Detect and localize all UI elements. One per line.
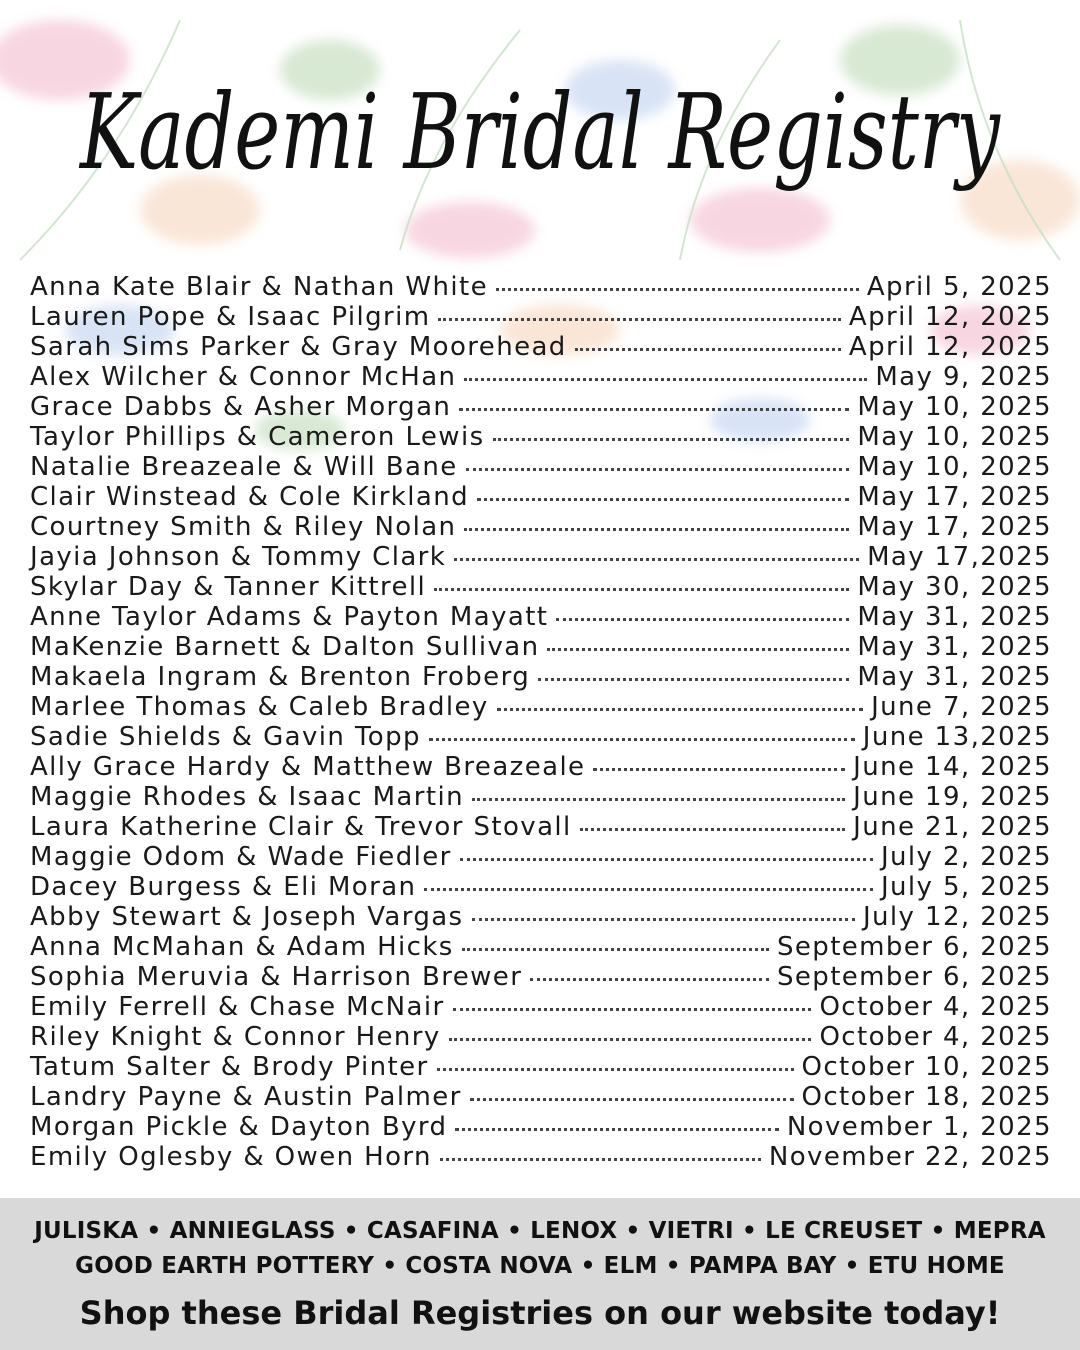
wedding-date: May 31, 2025 — [857, 632, 1052, 662]
wedding-date: June 19, 2025 — [853, 782, 1052, 812]
wedding-date: June 7, 2025 — [871, 692, 1052, 722]
registry-row — [30, 1112, 1052, 1142]
registry-list — [30, 272, 1052, 1172]
dot-leader — [593, 768, 845, 771]
dot-leader — [454, 558, 859, 561]
registry-row — [30, 782, 1052, 812]
wedding-date: April 12, 2025 — [848, 332, 1052, 362]
wedding-date: April 5, 2025 — [866, 272, 1052, 302]
wedding-date: July 12, 2025 — [862, 902, 1052, 932]
wedding-date: October 4, 2025 — [819, 992, 1052, 1022]
wedding-date: October 18, 2025 — [801, 1082, 1052, 1112]
registry-row — [30, 482, 1052, 512]
couple-name: MaKenzie Barnett & Dalton Sullivan — [30, 632, 540, 662]
registry-row — [30, 872, 1052, 902]
wedding-date: October 4, 2025 — [819, 1022, 1052, 1052]
dot-leader — [434, 588, 849, 591]
wedding-date: May 10, 2025 — [857, 422, 1052, 452]
couple-name: Sadie Shields & Gavin Topp — [30, 722, 421, 752]
dot-leader — [497, 708, 863, 711]
registry-row — [30, 752, 1052, 782]
dot-leader — [459, 408, 849, 411]
dot-leader — [538, 678, 849, 681]
couple-name: Courtney Smith & Riley Nolan — [30, 512, 457, 542]
footer-banner — [0, 1198, 1080, 1350]
wedding-date: April 12, 2025 — [848, 302, 1052, 332]
registry-row — [30, 1082, 1052, 1112]
wedding-date: May 9, 2025 — [875, 362, 1052, 392]
wedding-date: July 5, 2025 — [880, 872, 1052, 902]
registry-row — [30, 392, 1052, 422]
couple-name: Sophia Meruvia & Harrison Brewer — [30, 962, 523, 992]
couple-name: Anna Kate Blair & Nathan White — [30, 272, 488, 302]
dot-leader — [477, 498, 849, 501]
registry-row — [30, 842, 1052, 872]
wedding-date: May 17, 2025 — [857, 512, 1052, 542]
registry-row — [30, 1022, 1052, 1052]
brands-line-2: GOOD EARTH POTTERY • COSTA NOVA • ELM • PAMPA BAY • ETU HOME — [75, 1253, 1005, 1279]
registry-row — [30, 422, 1052, 452]
wedding-date: September 6, 2025 — [776, 932, 1052, 962]
registry-row — [30, 722, 1052, 752]
couple-name: Alex Wilcher & Connor McHan — [30, 362, 457, 392]
registry-row — [30, 602, 1052, 632]
couple-name: Ally Grace Hardy & Matthew Breazeale — [30, 752, 586, 782]
dot-leader — [455, 1128, 778, 1131]
shop-cta: Shop these Bridal Registries on our website today! — [79, 1294, 1001, 1332]
dot-leader — [472, 798, 845, 801]
dot-leader — [440, 1158, 761, 1161]
registry-row — [30, 812, 1052, 842]
dot-leader — [530, 978, 769, 981]
wedding-date: November 1, 2025 — [786, 1112, 1052, 1142]
registry-row — [30, 962, 1052, 992]
dot-leader — [556, 618, 849, 621]
dot-leader — [580, 828, 845, 831]
dot-leader — [453, 1008, 812, 1011]
registry-row — [30, 272, 1052, 302]
dot-leader — [429, 738, 855, 741]
registry-row — [30, 692, 1052, 722]
dot-leader — [472, 918, 855, 921]
couple-name: Maggie Odom & Wade Fiedler — [30, 842, 452, 872]
dot-leader — [460, 858, 873, 861]
couple-name: Morgan Pickle & Dayton Byrd — [30, 1112, 448, 1142]
couple-name: Emily Oglesby & Owen Horn — [30, 1142, 432, 1172]
wedding-date: June 21, 2025 — [853, 812, 1052, 842]
wedding-date: October 10, 2025 — [801, 1052, 1052, 1082]
wedding-date: June 13,2025 — [862, 722, 1052, 752]
registry-row — [30, 572, 1052, 602]
wedding-date: September 6, 2025 — [776, 962, 1052, 992]
registry-row — [30, 362, 1052, 392]
brand-list — [0, 1198, 1080, 1284]
couple-name: Anna McMahan & Adam Hicks — [30, 932, 454, 962]
brands-line-1: JULISKA • ANNIEGLASS • CASAFINA • LENOX • VIETRI • LE CREUSET • MEPRA — [34, 1218, 1046, 1244]
dot-leader — [464, 378, 867, 381]
dot-leader — [496, 288, 859, 291]
registry-row — [30, 542, 1052, 572]
wedding-date: May 10, 2025 — [857, 392, 1052, 422]
wedding-date: May 17, 2025 — [857, 482, 1052, 512]
couple-name: Jayia Johnson & Tommy Clark — [30, 542, 447, 572]
registry-row — [30, 1142, 1052, 1172]
wedding-date: November 22, 2025 — [768, 1142, 1052, 1172]
dot-leader — [466, 468, 850, 471]
couple-name: Makaela Ingram & Brenton Froberg — [30, 662, 531, 692]
registry-row — [30, 632, 1052, 662]
wedding-date: May 17,2025 — [867, 542, 1052, 572]
registry-row — [30, 992, 1052, 1022]
couple-name: Natalie Breazeale & Will Bane — [30, 452, 458, 482]
dot-leader — [438, 318, 840, 321]
dot-leader — [437, 1068, 794, 1071]
dot-leader — [493, 438, 850, 441]
couple-name: Maggie Rhodes & Isaac Martin — [30, 782, 464, 812]
couple-name: Clair Winstead & Cole Kirkland — [30, 482, 470, 512]
couple-name: Abby Stewart & Joseph Vargas — [30, 902, 464, 932]
dot-leader — [547, 648, 849, 651]
couple-name: Landry Payne & Austin Palmer — [30, 1082, 462, 1112]
wedding-date: May 30, 2025 — [857, 572, 1052, 602]
registry-row — [30, 452, 1052, 482]
couple-name: Laura Katherine Clair & Trevor Stovall — [30, 812, 572, 842]
couple-name: Sarah Sims Parker & Gray Moorehead — [30, 332, 567, 362]
wedding-date: May 31, 2025 — [857, 662, 1052, 692]
title-text: Kademi Bridal Registry — [78, 71, 1001, 193]
couple-name: Taylor Phillips & Cameron Lewis — [30, 422, 485, 452]
dot-leader — [449, 1038, 812, 1041]
couple-name: Riley Knight & Connor Henry — [30, 1022, 441, 1052]
couple-name: Marlee Thomas & Caleb Bradley — [30, 692, 489, 722]
registry-row — [30, 932, 1052, 962]
wedding-date: May 31, 2025 — [857, 602, 1052, 632]
wedding-date: June 14, 2025 — [853, 752, 1052, 782]
registry-row — [30, 512, 1052, 542]
couple-name: Emily Ferrell & Chase McNair — [30, 992, 445, 1022]
couple-name: Anne Taylor Adams & Payton Mayatt — [30, 602, 549, 632]
couple-name: Skylar Day & Tanner Kittrell — [30, 572, 427, 602]
registry-row — [30, 302, 1052, 332]
couple-name: Dacey Burgess & Eli Moran — [30, 872, 417, 902]
page-title — [0, 18, 1080, 238]
dot-leader — [470, 1098, 794, 1101]
wedding-date: May 10, 2025 — [857, 452, 1052, 482]
dot-leader — [424, 888, 873, 891]
registry-row — [30, 1052, 1052, 1082]
registry-row — [30, 332, 1052, 362]
dot-leader — [575, 348, 841, 351]
registry-row — [30, 902, 1052, 932]
couple-name: Tatum Salter & Brody Pinter — [30, 1052, 429, 1082]
dot-leader — [464, 528, 849, 531]
wedding-date: July 2, 2025 — [880, 842, 1052, 872]
dot-leader — [462, 948, 769, 951]
registry-row — [30, 662, 1052, 692]
couple-name: Lauren Pope & Isaac Pilgrim — [30, 302, 431, 332]
couple-name: Grace Dabbs & Asher Morgan — [30, 392, 452, 422]
